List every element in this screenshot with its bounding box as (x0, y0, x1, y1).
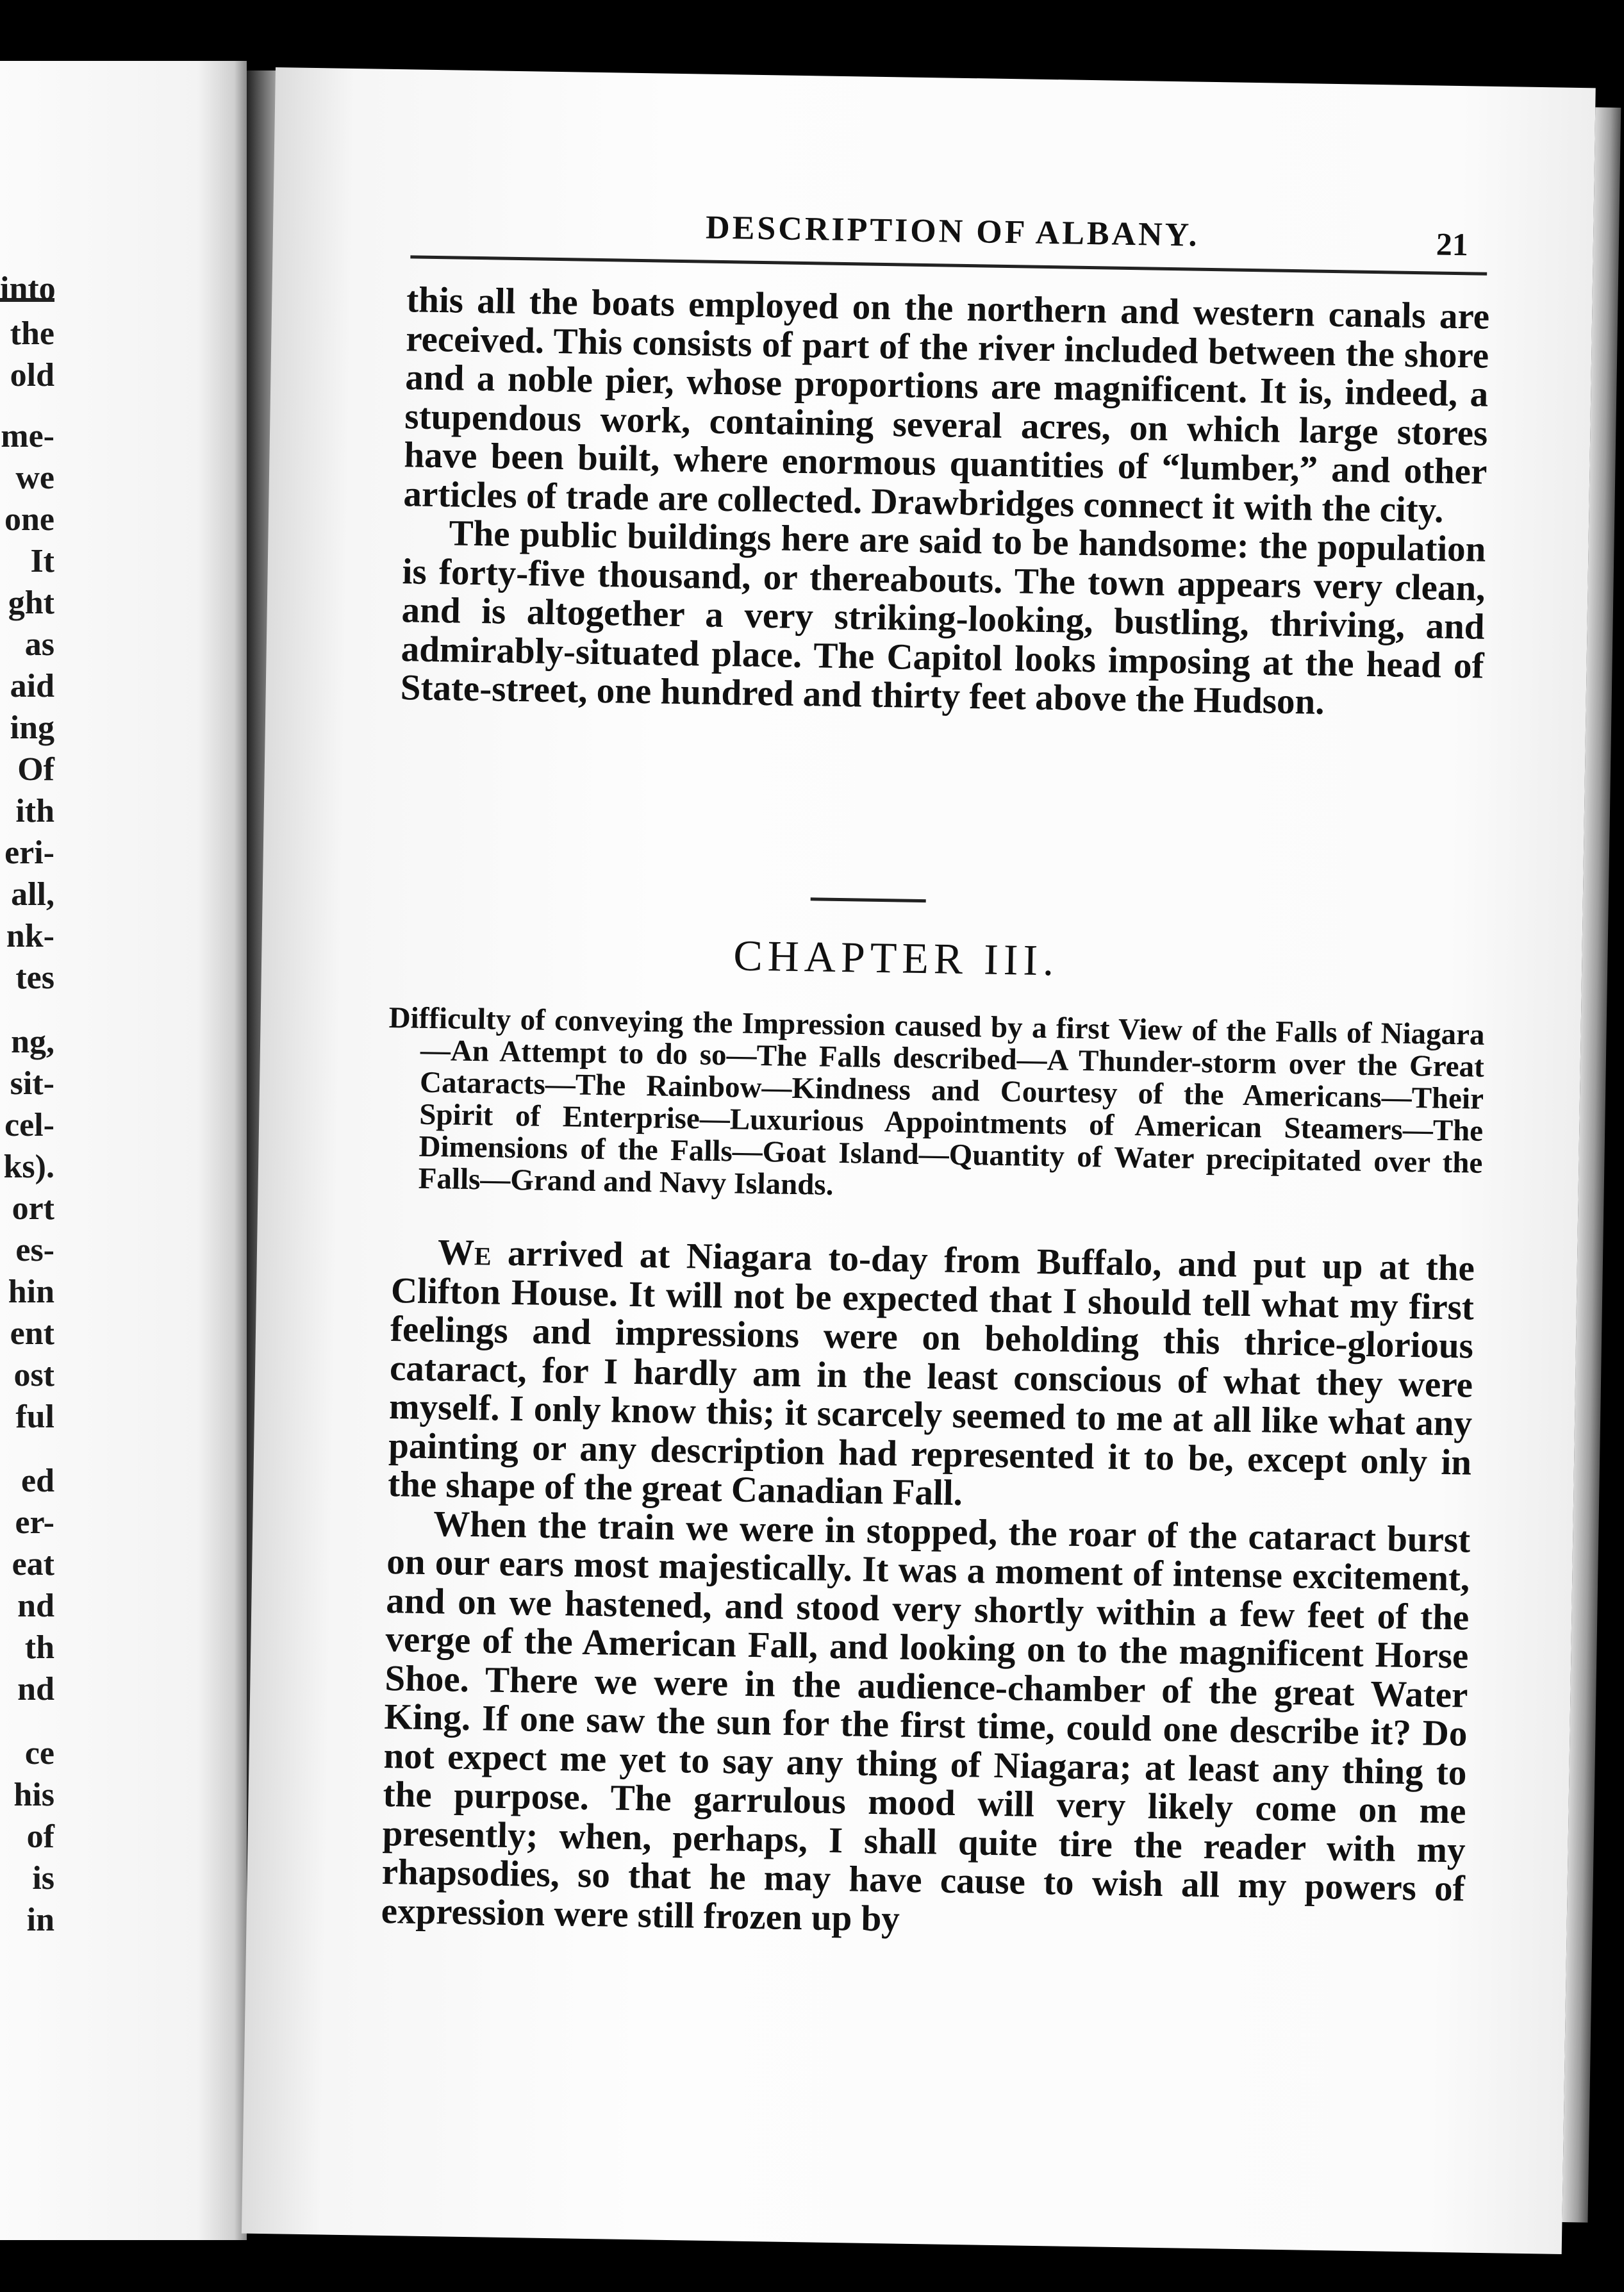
left-page-fragment: one (4, 501, 54, 538)
left-page-fragment: ost (13, 1357, 54, 1393)
left-facing-page (0, 61, 247, 2240)
chapter-paragraph-1 (388, 1233, 1475, 1521)
left-page-fragment: ng, (11, 1024, 54, 1060)
left-page-fragment: er- (15, 1504, 54, 1541)
left-page-fragment: me- (1, 418, 54, 454)
chapter-paragraph-2: When the train we were in stopped, the roar of the cataract burst on our ears most majestically. It was a moment of intense excitement, and on we hastened, and stood very shortly within a few feet of the verge of the American Fall, and looking on to the magnificent Horse Shoe. There we were in the audience-chamber of the great Water King. If one saw the sun for the first time, could one describe it? Do not expect me yet to say any thing of Niagara; at least any thing to the purpose. The garrulous mood will very likely come on me presently; when, perhaps, I shall quite tire the reader with my rhapsodies, so that he may have cause to wish all my powers of expression were still frozen up by (381, 1503, 1471, 1939)
left-page-fragment: of (26, 1818, 54, 1855)
left-page-fragment: sit- (10, 1065, 54, 1102)
left-page-fragment: ent (10, 1315, 54, 1352)
left-page-fragment: ith (15, 793, 54, 829)
left-page-fragment: the (10, 315, 54, 352)
left-page-fragment: into (0, 270, 56, 307)
chapter-paragraph-1-text: arrived at Niagara to-day from Buffalo, and put up at the Clifton House. It will not be expected that I should tell what my first feelings and impressions were on beholding this thrice-glorious cataract, for I hardly am in the least conscious of what they were myself. I only know this; it scarcely seemed to me at all like what any painting or any description had represented it to be, except only in the shape of the great Canadian Fall. (387, 1233, 1475, 1514)
left-page-fragment: ce (24, 1735, 54, 1772)
chapter-title: CHAPTER III. (733, 931, 1059, 985)
left-page-fragment: as (24, 626, 54, 663)
left-page-fragment: nd (17, 1588, 54, 1624)
left-page-fragment: all, (11, 876, 54, 913)
left-page-fragment: es- (15, 1232, 54, 1268)
left-page-fragment: ks). (3, 1149, 54, 1185)
running-head: DESCRIPTION OF ALBANY. (705, 209, 1200, 254)
left-page-fragment: old (10, 357, 54, 394)
left-page-fragment: Of (17, 751, 54, 788)
page-edge (1562, 107, 1621, 2222)
left-page-fragment: ful (15, 1399, 54, 1435)
section-separator (811, 897, 926, 902)
left-page-fragment: tes (15, 959, 54, 996)
left-page-fragment: nd (17, 1671, 54, 1707)
header-rule (410, 255, 1487, 275)
chapter-synopsis: Difficulty of conveying the Impression caused by a first View of the Falls of Niagara—An Attempt to do so—The Falls described—A Thunder-storm over the Great Cataracts—The Rainbow—Kindness and Courtesy of the Americans—Their Spirit of Enterprise—Luxurious Appointments of American Steamers—The Dimensions of the Falls—Goat Island—Quantity of Water precipitated over the Falls—Grand and Navy Islands. (388, 1001, 1485, 1202)
left-page-fragment: cel- (4, 1107, 54, 1143)
page-number: 21 (1436, 226, 1469, 263)
left-page-fragment: is (32, 1860, 54, 1897)
opening-word: We (437, 1232, 492, 1274)
left-page-fragment: It (30, 543, 54, 579)
left-page-fragment: nk- (6, 918, 54, 954)
left-page-fragment: hin (8, 1274, 54, 1310)
left-page-fragment: ort (12, 1190, 54, 1227)
left-page-fragment: th (24, 1629, 54, 1666)
left-page-fragment: we (15, 460, 54, 496)
left-page-fragment: ed (21, 1463, 54, 1499)
left-page-fragment: ght (8, 585, 54, 621)
left-page-fragment: eri- (4, 835, 54, 871)
left-page-fragment: eat (12, 1546, 54, 1582)
left-page-fragment: aid (10, 668, 54, 704)
left-page-fragment: ing (10, 710, 54, 746)
continued-text (400, 281, 1489, 724)
left-page-fragment: in (26, 1902, 54, 1938)
continued-paragraph-1: this all the boats employed on the northern and western canals are received. This consists of part of the river included between the shore and a noble pier, whose proportions are magnificent. It is, indeed, a stupendous work, containing several acres, on which large stores have been built, where enormous quantities of “lumber,” and other articles of trade are collected. Drawbridges connect it with the city. (403, 279, 1490, 531)
chapter-body (381, 1233, 1475, 1947)
continued-paragraph-2: The public buildings here are said to be handsome: the population is forty-five thousand, or thereabouts. The town appears very clean, and is altogether a very striking-looking, bustling, thriving, and admirably-situated place. The Capitol looks imposing at the head of State-street, one hundred and thirty feet above the Hudson. (400, 513, 1486, 722)
right-page (242, 67, 1596, 2254)
left-page-fragment: his (13, 1777, 54, 1813)
